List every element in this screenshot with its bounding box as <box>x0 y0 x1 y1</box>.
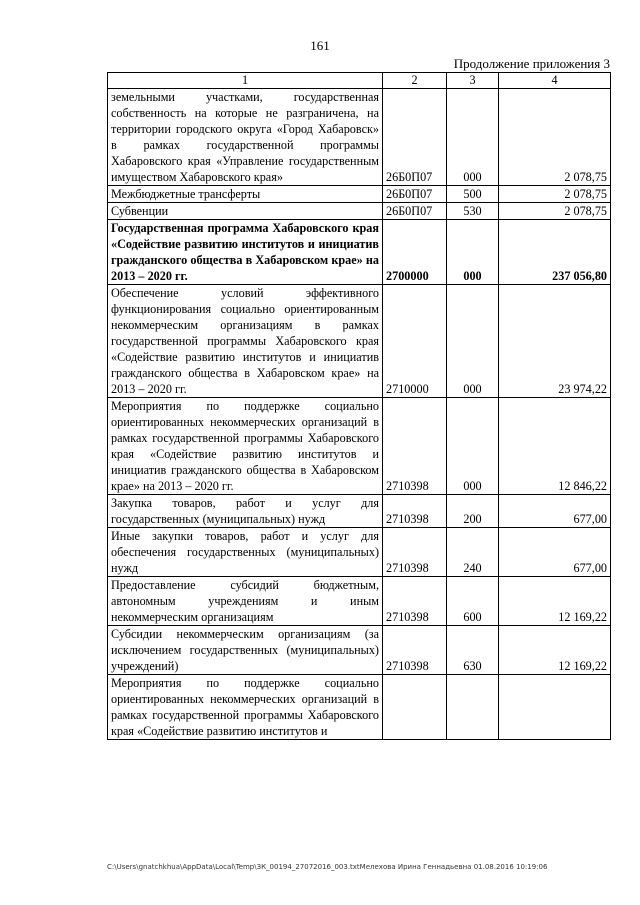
table-row <box>108 495 611 528</box>
budget-table <box>107 72 611 740</box>
row-expense-type-cell: 530 <box>447 203 499 220</box>
row-name-cell: Межбюджетные трансферты <box>108 186 383 203</box>
row-name-cell: Государственная программа Хабаровского края «Содействие развитию институтов и инициатив гражданского общества в Хабаровском крае» на 2013 – 2020 гг. <box>108 220 383 285</box>
table-row <box>108 626 611 675</box>
row-expense-type-cell <box>447 675 499 740</box>
row-amount-cell: 12 169,22 <box>499 577 611 626</box>
row-target-code-cell: 2710398 <box>383 528 447 577</box>
row-expense-type-cell: 000 <box>447 220 499 285</box>
table-row <box>108 203 611 220</box>
header-cell: 3 <box>447 73 499 89</box>
row-target-code-cell: 26Б0П07 <box>383 186 447 203</box>
header-cell: 4 <box>499 73 611 89</box>
table-row <box>108 528 611 577</box>
row-name-cell: Иные закупки товаров, работ и услуг для обеспечения государственных (муниципальных) нужд <box>108 528 383 577</box>
row-name-cell: Мероприятия по поддержке социально ориентированных некоммерческих организаций в рамках государственной программы Хабаровского края «Содействие развитию институтов и инициатив гражданского общества в Хабаровском крае» на 2013 – 2020 гг. <box>108 398 383 495</box>
row-expense-type-cell: 600 <box>447 577 499 626</box>
row-expense-type-cell: 000 <box>447 398 499 495</box>
row-name-cell: Предоставление субсидий бюджетным, автономным учреждениям и иным некоммерческим организациям <box>108 577 383 626</box>
row-expense-type-cell: 500 <box>447 186 499 203</box>
row-name-cell: земельными участками, государственная собственность на которые не разграничена, на территории городского округа «Город Хабаровск» в рамках государственной программы Хабаровского края «Управление государственным имуществом Хабаровского края» <box>108 89 383 186</box>
row-expense-type-cell: 240 <box>447 528 499 577</box>
row-expense-type-cell: 630 <box>447 626 499 675</box>
row-amount-cell: 2 078,75 <box>499 186 611 203</box>
row-amount-cell: 237 056,80 <box>499 220 611 285</box>
row-amount-cell: 12 169,22 <box>499 626 611 675</box>
table-row <box>108 220 611 285</box>
row-name-cell: Закупка товаров, работ и услуг для государственных (муниципальных) нужд <box>108 495 383 528</box>
row-amount-cell: 2 078,75 <box>499 89 611 186</box>
row-target-code-cell: 2710398 <box>383 626 447 675</box>
row-expense-type-cell: 200 <box>447 495 499 528</box>
header-cell: 2 <box>383 73 447 89</box>
row-expense-type-cell: 000 <box>447 89 499 186</box>
row-name-cell: Обеспечение условий эффективного функционирования социально ориентированным некоммерческим организациям в рамках государственной программы Хабаровского края «Содействие развитию институтов и инициатив гражданского общества в Хабаровском крае» на 2013 – 2020 гг. <box>108 285 383 398</box>
row-target-code-cell: 2710398 <box>383 495 447 528</box>
row-target-code-cell: 2700000 <box>383 220 447 285</box>
row-target-code-cell: 2710398 <box>383 577 447 626</box>
table-row <box>108 186 611 203</box>
row-expense-type-cell: 000 <box>447 285 499 398</box>
table-row <box>108 398 611 495</box>
row-amount-cell: 23 974,22 <box>499 285 611 398</box>
row-target-code-cell: 2710398 <box>383 398 447 495</box>
row-target-code-cell: 2710000 <box>383 285 447 398</box>
table-row <box>108 285 611 398</box>
page-number: 161 <box>310 38 330 53</box>
table-row <box>108 675 611 740</box>
table-row <box>108 577 611 626</box>
header-cell: 1 <box>108 73 383 89</box>
continuation-label: Продолжение приложения 3 <box>453 56 610 71</box>
row-name-cell: Субсидии некоммерческим организациям (за исключением государственных (муниципальных) учреждений) <box>108 626 383 675</box>
row-amount-cell: 677,00 <box>499 528 611 577</box>
row-name-cell: Мероприятия по поддержке социально ориентированных некоммерческих организаций в рамках государственной программы Хабаровского края «Содействие развитию институтов и <box>108 675 383 740</box>
row-amount-cell: 677,00 <box>499 495 611 528</box>
row-target-code-cell: 26Б0П07 <box>383 203 447 220</box>
row-amount-cell: 12 846,22 <box>499 398 611 495</box>
table-row <box>108 89 611 186</box>
row-name-cell: Субвенции <box>108 203 383 220</box>
row-amount-cell <box>499 675 611 740</box>
row-target-code-cell: 26Б0П07 <box>383 89 447 186</box>
file-path-footer: C:\Users\gnatchkhua\AppData\Local\Temp\ЗК_00194_27072016_003.txtМелехова Ирина Геннадьевна 01.08.2016 10:19:06 <box>107 863 548 871</box>
row-amount-cell: 2 078,75 <box>499 203 611 220</box>
table-header-row <box>108 73 611 89</box>
row-target-code-cell <box>383 675 447 740</box>
